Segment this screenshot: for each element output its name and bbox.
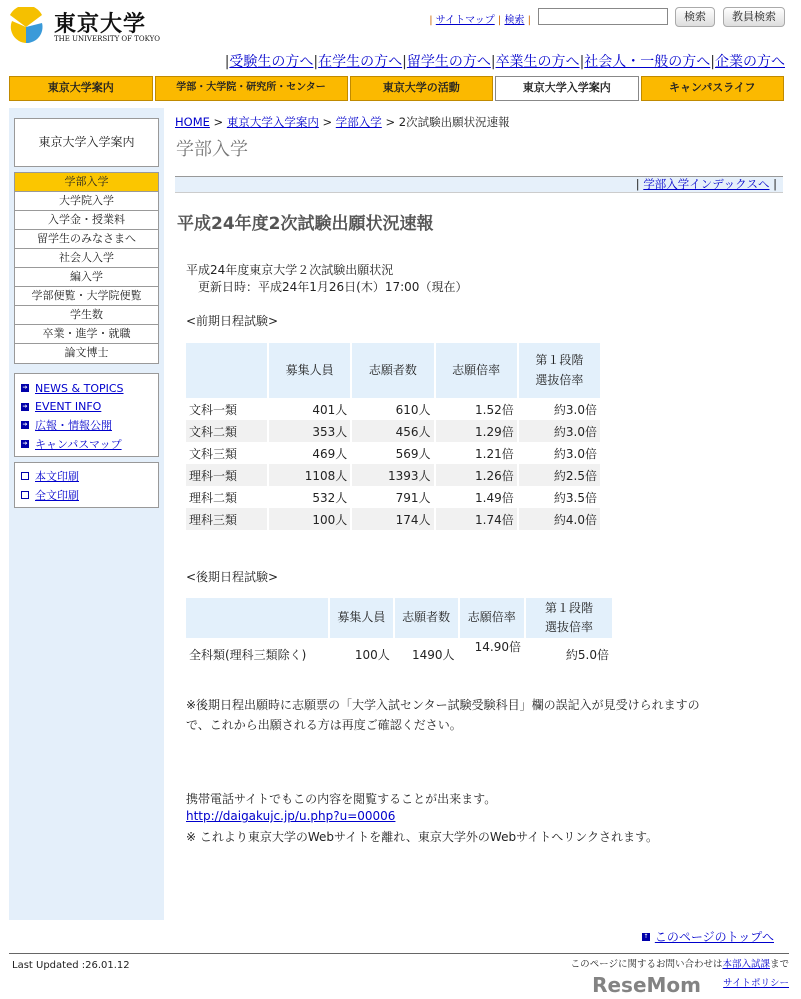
table-cell: 1490人 (393, 638, 458, 671)
table-cell: 約3.5倍 (517, 486, 600, 508)
page-top (642, 928, 774, 945)
table-cell: 469人 (267, 442, 350, 464)
audience-link-companies[interactable]: 企業の方へ (715, 54, 785, 70)
sidebar-item-graduate[interactable]: 大学院入学 (15, 192, 158, 211)
print-all-link[interactable]: 全文印刷 (35, 488, 79, 502)
table-header (186, 598, 328, 638)
table-cell: 532人 (267, 486, 350, 508)
sidebar-item-catalog[interactable]: 学部便覧・大学院便覧 (15, 287, 158, 306)
pr-link[interactable]: 広報・情報公開 (35, 419, 112, 433)
breadcrumb-admissions[interactable]: 東京大学入学案内 (226, 115, 319, 129)
utility-links: | サイトマップ | 検索 | (429, 15, 531, 26)
index-link[interactable]: 学部入学インデックスへ (643, 177, 770, 191)
contact-text (571, 959, 789, 971)
faculty-search-button[interactable]: 教員検索 (723, 7, 785, 27)
table-cell: 791人 (350, 486, 433, 508)
table-cell: 1.74倍 (434, 508, 517, 530)
print-icon (21, 491, 29, 499)
audience-link-students[interactable]: 在学生の方へ (318, 54, 403, 70)
table-header-row (186, 343, 600, 398)
print-body-link[interactable]: 本文印刷 (35, 470, 79, 484)
nav-tab-activities[interactable]: 東京大学の活動 (350, 76, 494, 101)
up-arrow-icon: ↑ (643, 932, 649, 940)
table-cell: 100人 (267, 508, 350, 530)
table-row (186, 442, 600, 464)
table-row (186, 464, 600, 486)
table-header-row (186, 598, 612, 638)
audience-nav: |受験生の方へ|在学生の方へ|留学生の方へ|卒業生の方へ|社会人・一般の方へ|企業の方へ (224, 54, 785, 70)
breadcrumb-current: 2次試験出願状況速報 (398, 115, 510, 129)
update-time: 更新日時：平成24年1月26日(木）17:00（現在） (198, 280, 468, 294)
arrow-icon: ➔ (22, 402, 28, 410)
table-cell: 610人 (350, 398, 433, 420)
index-bar: | 学部入学インデックスへ | (175, 176, 783, 193)
row-label: 文科一類 (189, 402, 238, 417)
sidebar-item-undergrad[interactable]: 学部入学 (15, 173, 158, 192)
campus-map-link[interactable]: キャンパスマップ (35, 437, 122, 451)
row-label: 理科二類 (189, 490, 238, 505)
notice-line-2: で、これから出願される方は再度ご確認ください。 (186, 718, 462, 732)
row-label: 文科三類 (189, 446, 238, 461)
table-cell: 約3.0倍 (517, 420, 600, 442)
table-cell: 1393人 (350, 464, 433, 486)
row-label: 文科二類 (186, 420, 267, 442)
page-top-link[interactable]: このページのトップへ (654, 930, 774, 944)
sidebar-item-careers[interactable]: 卒業・進学・就職 (15, 325, 158, 344)
table-header: 第１段階 選抜倍率 (524, 598, 612, 638)
arrow-icon: ➔ (22, 384, 28, 392)
arrow-icon: ➔ (22, 439, 28, 447)
contact-prefix: このページに関するお問い合わせは (570, 959, 723, 970)
main-nav (9, 76, 784, 101)
table-cell: 約3.0倍 (517, 398, 600, 420)
table-cell: 353人 (267, 420, 350, 442)
sidebar-links (14, 373, 159, 457)
table-cell: 14.90倍 (458, 638, 525, 671)
table-row (186, 638, 612, 671)
table-header: 募集人員 (328, 598, 393, 638)
logo-text-en: THE UNIVERSITY OF TOKYO (54, 35, 161, 43)
table-cell: 100人 (328, 638, 393, 671)
row-label: 理科三類 (186, 508, 267, 530)
page-title: 平成24年度2次試験出願状況速報 (177, 214, 434, 234)
sidebar-item-adult[interactable]: 社会人入学 (15, 249, 158, 268)
watermark: ReseMom (592, 973, 701, 997)
site-policy-link[interactable]: サイトポリシー (723, 978, 789, 989)
search-link[interactable]: 検索 (504, 15, 525, 26)
table-cell: 174人 (350, 508, 433, 530)
table-header: 第１段階 選抜倍率 (517, 343, 600, 398)
sidebar-menu (14, 172, 159, 364)
news-link[interactable]: NEWS & TOPICS (35, 381, 124, 395)
sidebar-print (14, 462, 159, 508)
breadcrumb-home[interactable]: HOME (175, 115, 210, 129)
table-header: 志願者数 (393, 598, 458, 638)
nav-tab-admissions[interactable]: 東京大学入学案内 (495, 76, 639, 101)
table-cell: 569人 (350, 442, 433, 464)
table-cell: 456人 (350, 420, 433, 442)
table-cell: 1.49倍 (434, 486, 517, 508)
search-input[interactable] (538, 8, 668, 25)
sidebar-item-doctorate[interactable]: 論文博士 (64, 346, 109, 359)
breadcrumb-sep: > (213, 115, 224, 129)
audience-link-applicants[interactable]: 受験生の方へ (229, 54, 314, 70)
contact-suffix: まで (769, 959, 789, 970)
audience-link-alumni[interactable]: 卒業生の方へ (495, 54, 580, 70)
footer-divider (9, 953, 789, 954)
breadcrumb-sep: > (385, 115, 396, 129)
breadcrumb-sep: > (322, 115, 333, 129)
print-icon (21, 472, 29, 480)
table-cell: 1.26倍 (434, 464, 517, 486)
table-row (186, 486, 600, 508)
event-link[interactable]: EVENT INFO (35, 400, 102, 414)
audience-link-public[interactable]: 社会人・一般の方へ (584, 54, 711, 70)
table-cell: 約5.0倍 (524, 638, 612, 671)
audience-link-international[interactable]: 留学生の方へ (406, 54, 491, 70)
table-cell: 1108人 (267, 464, 350, 486)
nav-tab-campus-life[interactable]: キャンパスライフ (641, 76, 785, 101)
nav-tab-about[interactable]: 東京大学案内 (9, 76, 153, 101)
section-heading: 学部入学 (176, 139, 248, 160)
intro-text: 平成24年度東京大学２次試験出願状況 (186, 263, 394, 277)
table-row (186, 420, 600, 442)
logo-text-jp: 東京大学 (54, 11, 147, 37)
row-label: 理科一類 (186, 464, 267, 486)
sidebar-item-international[interactable]: 留学生のみなさまへ (15, 230, 158, 249)
table-header (186, 343, 267, 398)
table-header: 志願者数 (350, 343, 433, 398)
breadcrumb (175, 114, 510, 130)
table-cell: 1.21倍 (434, 442, 517, 464)
university-logo[interactable] (6, 5, 166, 47)
second-stage-label: <後期日程試験> (186, 570, 279, 584)
arrow-icon: ➔ (22, 421, 28, 429)
table-cell: 401人 (267, 398, 350, 420)
mobile-url-link[interactable]: http://daigakujc.jp/u.php?u=00006 (186, 809, 396, 823)
table-cell: 1.52倍 (434, 398, 517, 420)
second-stage-table (186, 598, 612, 671)
table-header: 志願倍率 (458, 598, 525, 638)
table-header: 志願倍率 (434, 343, 517, 398)
sidebar-item-fees[interactable]: 入学金・授業料 (15, 211, 158, 230)
notice-line-1: ※後期日程出願時に志願票の「大学入試センター試験受験科目」欄の誤記入が見受けられますの (186, 698, 700, 712)
table-cell: 約3.0倍 (517, 442, 600, 464)
last-updated: Last Updated :26.01.12 (12, 960, 130, 971)
sidebar-title: 東京大学入学案内 (14, 118, 159, 167)
mobile-text: 携帯電話サイトでもこの内容を閲覧することが出来ます。 (186, 792, 497, 806)
breadcrumb-undergrad[interactable]: 学部入学 (335, 115, 382, 129)
sidebar-item-enrollment[interactable]: 学生数 (15, 306, 158, 325)
sitemap-link[interactable]: サイトマップ (435, 15, 495, 26)
table-header: 募集人員 (267, 343, 350, 398)
first-stage-label: <前期日程試験> (186, 314, 279, 328)
table-row (186, 508, 600, 530)
external-link-note: ※ これより東京大学のWebサイトを離れ、東京大学外のWebサイトへリンクされます。 (186, 830, 659, 844)
sidebar-item-transfer[interactable]: 編入学 (15, 268, 158, 287)
table-cell: 約4.0倍 (517, 508, 600, 530)
contact-link[interactable]: 本部入試課 (722, 959, 770, 970)
ginkgo-logo-icon (8, 7, 44, 45)
row-label: 全科類(理科三類除く) (189, 648, 307, 662)
sidebar (9, 108, 164, 920)
table-cell: 約2.5倍 (517, 464, 600, 486)
first-stage-table (186, 343, 600, 530)
nav-tab-faculties[interactable]: 学部・大学院・研究所・センター (155, 76, 348, 101)
search-button[interactable]: 検索 (675, 7, 715, 27)
table-row (186, 398, 600, 420)
table-cell: 1.29倍 (434, 420, 517, 442)
